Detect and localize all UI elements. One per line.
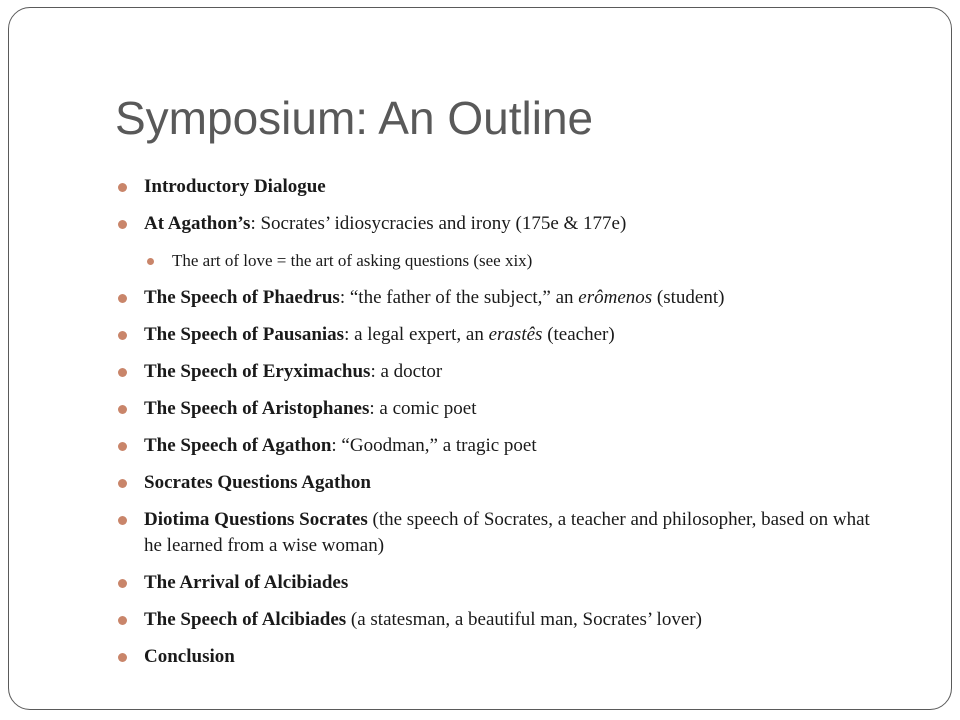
bullet-icon <box>147 258 154 265</box>
outline-item-arrival-alcibiades <box>116 570 876 596</box>
item-heading: Socrates Questions Agathon <box>144 472 371 493</box>
item-emphasis: erastês <box>488 324 543 345</box>
outline-subitem-art-of-love <box>116 248 876 274</box>
outline-item-speech-eryximachus <box>116 359 876 385</box>
outline-item-speech-phaedrus <box>116 285 876 311</box>
outline-item-conclusion <box>116 644 876 670</box>
outline-item-speech-agathon <box>116 433 876 459</box>
item-heading: Introductory Dialogue <box>144 176 326 197</box>
bullet-icon <box>118 616 127 625</box>
outline-item-at-agathons <box>116 211 876 237</box>
bullet-icon <box>118 442 127 451</box>
slide <box>8 7 952 710</box>
bullet-icon <box>118 405 127 414</box>
item-heading: The Speech of Aristophanes <box>144 398 370 419</box>
outline-list <box>116 174 876 681</box>
item-text: : a legal expert, an <box>344 324 489 345</box>
item-emphasis: erômenos <box>578 287 653 308</box>
subitem-text: The art of love = the art of asking questions (see xix) <box>172 251 533 270</box>
item-text: : “Goodman,” a tragic poet <box>331 435 537 456</box>
bullet-icon <box>118 220 127 229</box>
outline-item-socrates-questions-agathon <box>116 470 876 496</box>
item-text: : “the father of the subject,” an <box>339 287 579 308</box>
item-heading: The Speech of Phaedrus <box>144 287 340 308</box>
outline-item-speech-pausanias <box>116 322 876 348</box>
item-heading: At Agathon’s <box>144 213 251 234</box>
bullet-icon <box>118 653 127 662</box>
outline-item-speech-aristophanes <box>116 396 876 422</box>
item-text: : a doctor <box>370 361 443 382</box>
item-text: (the speech of Socrates, a teacher and philosopher, based on what he learned from a wise woman) <box>144 509 870 556</box>
item-heading: The Speech of Pausanias <box>144 324 345 345</box>
item-heading: The Speech of Eryximachus <box>144 361 371 382</box>
bullet-icon <box>118 479 127 488</box>
item-text-end: (teacher) <box>542 324 615 345</box>
bullet-icon <box>118 183 127 192</box>
item-heading: Conclusion <box>144 646 235 667</box>
bullet-icon <box>118 368 127 377</box>
bullet-icon <box>118 294 127 303</box>
item-text: : a comic poet <box>369 398 477 419</box>
item-heading: The Speech of Alcibiades <box>144 609 347 630</box>
slide-title: Symposium: An Outline <box>115 92 594 144</box>
item-text: (a statesman, a beautiful man, Socrates’ lover) <box>346 609 702 630</box>
item-heading: Diotima Questions Socrates <box>144 509 368 530</box>
item-text-end: (student) <box>652 287 725 308</box>
item-heading: The Arrival of Alcibiades <box>144 572 349 593</box>
outline-item-diotima-questions-socrates <box>116 507 876 559</box>
outline-item-speech-alcibiades <box>116 607 876 633</box>
bullet-icon <box>118 516 127 525</box>
item-heading: The Speech of Agathon <box>144 435 332 456</box>
bullet-icon <box>118 579 127 588</box>
bullet-icon <box>118 331 127 340</box>
item-text: : Socrates’ idiosycracies and irony (175e & 177e) <box>250 213 627 234</box>
outline-item-introductory-dialogue <box>116 174 876 200</box>
